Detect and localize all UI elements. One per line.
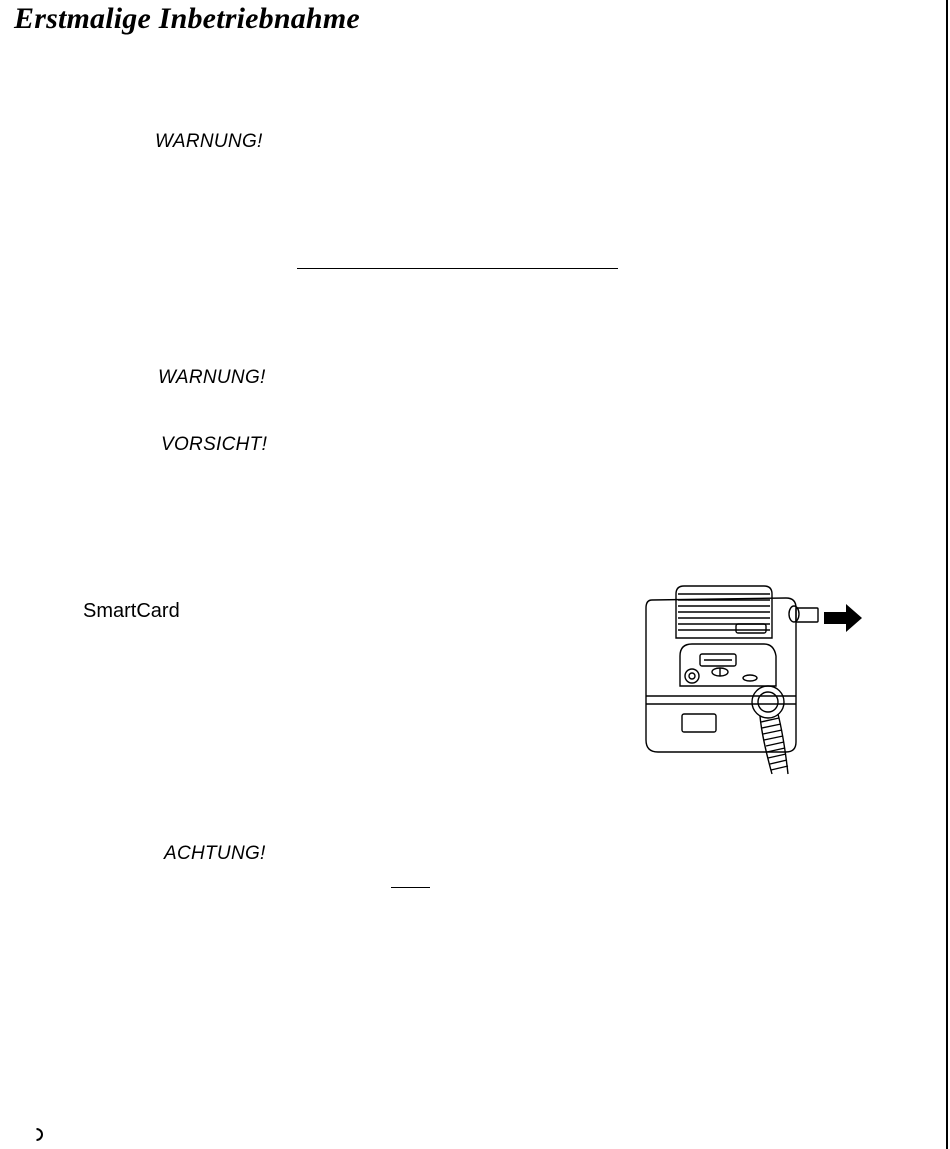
smartcard-label: SmartCard (83, 600, 180, 622)
arrow-right-icon (824, 604, 862, 632)
right-edge-rule (946, 0, 948, 1149)
warning-label-2: WARNUNG! (158, 367, 266, 388)
underline-rule-2 (391, 887, 430, 888)
underline-rule-1 (297, 268, 618, 269)
warning-label-1: WARNUNG! (155, 131, 263, 152)
cpap-device-illustration (636, 578, 876, 778)
caution-label: VORSICHT! (161, 434, 268, 455)
page-title: Erstmalige Inbetriebnahme (14, 2, 360, 35)
open-circle-bullet-icon (30, 1128, 43, 1141)
attention-label: ACHTUNG! (164, 843, 266, 864)
